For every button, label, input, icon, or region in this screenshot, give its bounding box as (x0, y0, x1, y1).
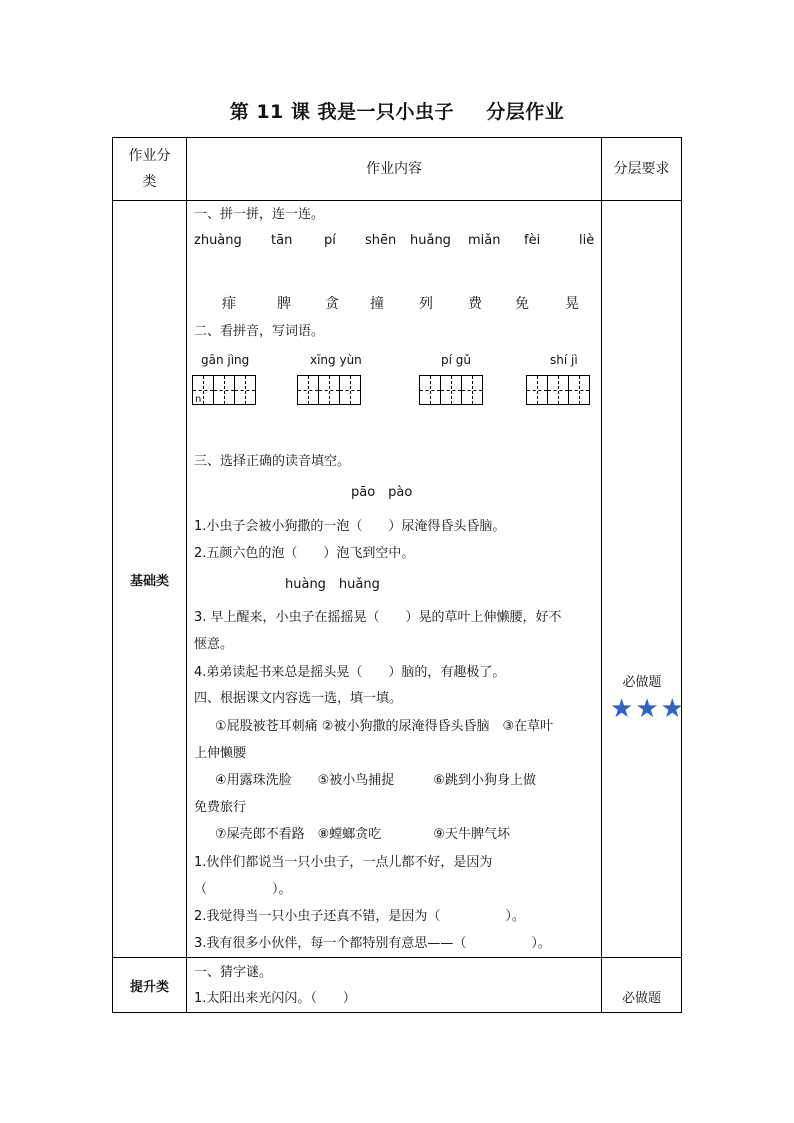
pinyin-options-pao: pāo pào (351, 485, 413, 500)
section3-heading: 三、选择正确的读音填空。 (194, 454, 351, 469)
pinyin-options-huang: huàng huǎng (285, 577, 380, 592)
question-3-2: 2.五颜六色的泡（ ）泡飞到空中。 (194, 546, 415, 561)
char-item: 免 (515, 296, 529, 312)
options-line-2: ④用露珠洗脸 ⑤被小鸟捕捉 ⑥跳到小狗身上做 (215, 773, 536, 788)
category-basic: 基础类 (113, 201, 187, 958)
section1-char-row (194, 293, 594, 313)
homework-type: 分层作业 (486, 101, 565, 123)
header-content: 作业内容 (187, 138, 602, 201)
advanced-heading: 一、猜字谜。 (194, 965, 273, 980)
question-3-3: 3. 早上醒来，小虫子在摇摇晃（ ）晃的草叶上伸懒腰，好不 (194, 610, 562, 625)
char-item: 晃 (565, 296, 579, 312)
requirement-advanced: 必做题 (621, 990, 661, 1006)
tian-box[interactable] (213, 375, 235, 405)
requirement-advanced-cell (602, 958, 682, 1013)
question-4-1-blank: （ ）。 (194, 882, 292, 897)
options-line-3: ⑦屎壳郎不看路 ⑧螳螂贪吃 ⑨天牛脾气坏 (215, 827, 510, 842)
homework-table (112, 137, 682, 1013)
word-pinyin: gān jìng (201, 353, 250, 367)
difficulty-stars (610, 696, 684, 722)
options-line-1: ①屁股被苍耳刺痛 ②被小狗撒的尿淹得昏头昏脑 ③在草叶 (215, 719, 554, 734)
tian-box[interactable]: n (192, 375, 214, 405)
pinyin-item: tān (271, 233, 293, 248)
section1-heading: 一、拼一拼，连一连。 (194, 207, 325, 222)
char-item: 列 (419, 296, 433, 312)
tian-box[interactable] (568, 375, 590, 405)
char-item: 费 (468, 296, 482, 312)
tian-box[interactable] (339, 375, 361, 405)
word-pinyin: shí jì (550, 353, 578, 367)
star-icon: ★ (635, 694, 659, 724)
advanced-content-cell (187, 958, 602, 1013)
writing-grid (419, 375, 482, 405)
category-advanced: 提升类 (113, 958, 187, 1013)
header-category: 作业分 类 (113, 138, 187, 201)
page-title (0, 97, 794, 124)
tian-box[interactable] (234, 375, 256, 405)
tian-box[interactable] (547, 375, 569, 405)
char-item: 撞 (370, 296, 384, 312)
star-icon: ★ (610, 694, 634, 724)
pinyin-item: fèi (524, 233, 541, 248)
basic-row (113, 201, 682, 958)
lesson-name: 我是一只小虫子 (317, 101, 455, 123)
writing-grid (297, 375, 360, 405)
pinyin-item: huǎng (410, 233, 451, 248)
question-3-4: 4.弟弟读起书来总是摇头晃（ ）脑的，有趣极了。 (194, 665, 506, 680)
question-3-1: 1.小虫子会被小狗撒的一泡（ ）尿淹得昏头昏脑。 (194, 519, 506, 534)
options-line-1-cont: 上伸懒腰 (194, 746, 247, 761)
question-4-1: 1.伙伴们都说当一只小虫子，一点儿都不好，是因为 (194, 855, 493, 870)
tian-box[interactable] (297, 375, 319, 405)
table-header-row (113, 138, 682, 201)
options-line-2-cont: 免费旅行 (194, 800, 247, 815)
char-item: 脾 (277, 296, 291, 312)
word-pinyin: xīng yùn (310, 353, 362, 367)
star-icon: ★ (660, 694, 684, 724)
pinyin-item: pí (324, 233, 336, 248)
tian-box[interactable] (419, 375, 441, 405)
section1-pinyin-row (194, 233, 594, 253)
advanced-content (187, 958, 601, 1012)
lesson-number: 第 11 课 (229, 101, 311, 123)
requirement-basic-cell (602, 201, 682, 958)
section4-heading: 四、根据课文内容选一选，填一填。 (194, 691, 403, 706)
char-item: 贪 (325, 296, 339, 312)
advanced-row (113, 958, 682, 1013)
section2-heading: 二、看拼音，写词语。 (194, 324, 325, 339)
header-requirement: 分层要求 (602, 138, 682, 201)
pinyin-item: zhuàng (194, 233, 242, 248)
tian-box[interactable] (318, 375, 340, 405)
pinyin-item: liè (579, 233, 595, 248)
question-4-3: 3.我有很多小伙伴，每一个都特别有意思——（ ）。 (194, 936, 551, 951)
pinyin-item: miǎn (468, 233, 501, 248)
writing-grid (526, 375, 589, 405)
writing-grid (192, 375, 255, 405)
riddle-1: 1.太阳出来光闪闪。（ ） (194, 991, 356, 1006)
pinyin-item: shēn (365, 233, 397, 248)
word-pinyin: pí gǔ (441, 353, 471, 367)
char-item: 痱 (222, 296, 236, 312)
tian-box[interactable] (461, 375, 483, 405)
basic-content-cell (187, 201, 602, 958)
question-4-2: 2.我觉得当一只小虫子还真不错，是因为（ ）。 (194, 909, 525, 924)
question-3-3-cont: 惬意。 (194, 637, 234, 652)
tian-box[interactable] (440, 375, 462, 405)
tian-box[interactable] (526, 375, 548, 405)
requirement-basic: 必做题 (622, 675, 662, 690)
basic-content (187, 201, 601, 957)
